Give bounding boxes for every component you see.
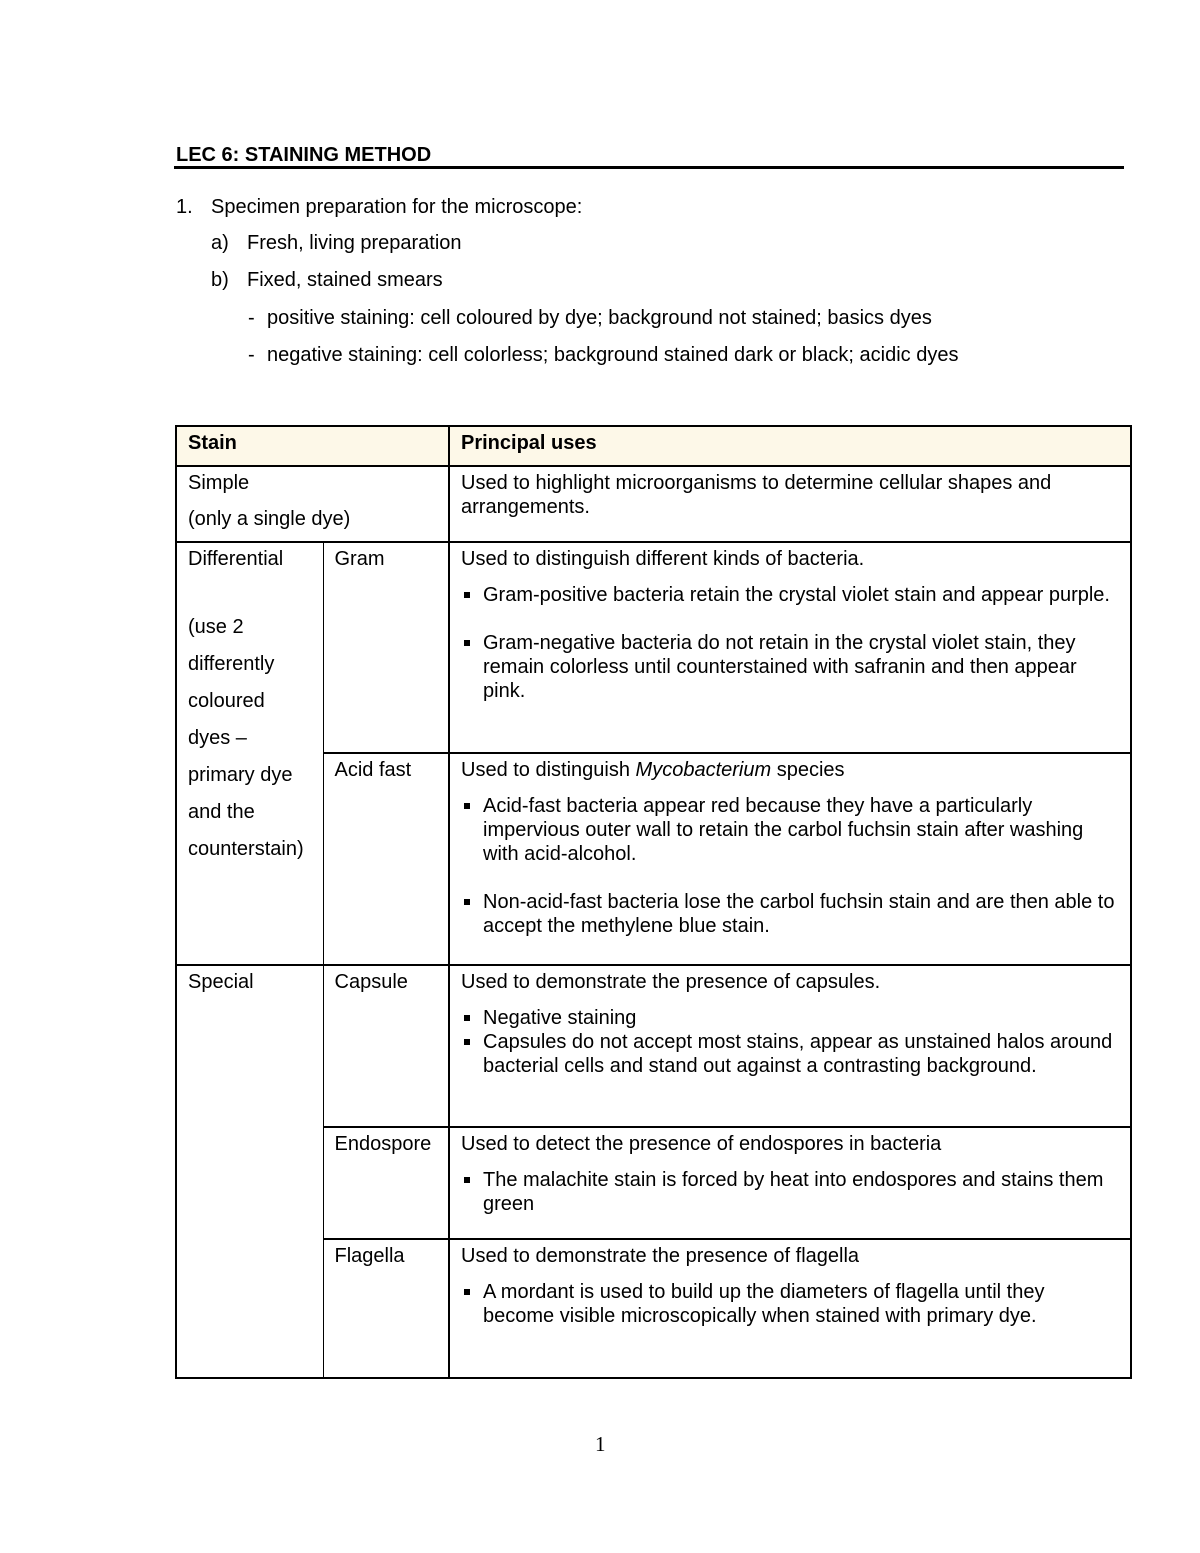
endospore-label: Endospore	[323, 1127, 449, 1239]
list-text: negative staining: cell colorless; background stained dark or black; acidic dyes	[267, 344, 959, 366]
capsule-intro: Used to demonstrate the presence of capsules.	[461, 971, 881, 993]
acid-fast-use	[449, 753, 1131, 965]
list-item-negative	[248, 343, 1128, 369]
differential-sub-1: (use 2	[188, 616, 244, 638]
list-dash: -	[248, 307, 255, 329]
endospore-intro: Used to detect the presence of endospores in bacteria	[461, 1133, 942, 1155]
flagella-intro: Used to demonstrate the presence of flagella	[461, 1245, 860, 1267]
list-item: Gram-negative bacteria do not retain in the crystal violet stain, they remain colorless until counterstained with safranin and then appear pink.	[461, 631, 1120, 703]
gram-label: Gram	[323, 542, 449, 753]
list-item: The malachite stain is forced by heat into endospores and stains them green	[461, 1168, 1120, 1216]
differential-cell	[176, 542, 323, 965]
list-text: positive staining: cell coloured by dye; background not stained; basics dyes	[267, 307, 932, 329]
simple-cell	[176, 466, 449, 542]
list-item: A mordant is used to build up the diameters of flagella until they become visible microscopically when stained with primary dye.	[461, 1280, 1120, 1328]
bullet-icon	[464, 803, 470, 809]
acid-fast-intro: Used to distinguish Mycobacterium species	[461, 759, 845, 781]
title-rule	[174, 166, 1124, 169]
list-item-b	[211, 268, 1011, 294]
page-title: LEC 6: STAINING METHOD	[176, 144, 432, 166]
header-uses: Principal uses	[449, 426, 1131, 466]
capsule-use	[449, 965, 1131, 1127]
bullet-icon	[464, 1289, 470, 1295]
differential-sub-5: primary dye	[188, 764, 293, 786]
acid-fast-label: Acid fast	[323, 753, 449, 965]
table-row-gram	[176, 542, 1131, 753]
gram-intro: Used to distinguish different kinds of bacteria.	[461, 548, 865, 570]
endospore-use	[449, 1127, 1131, 1239]
list-item: Gram-positive bacteria retain the crystal violet stain and appear purple.	[461, 583, 1120, 607]
differential-sub-7: counterstain)	[188, 838, 304, 860]
differential-sub-6: and the	[188, 801, 255, 823]
list-dash: -	[248, 344, 255, 366]
bullet-icon	[464, 1039, 470, 1045]
list-item: Negative staining	[461, 1006, 1120, 1030]
table-row-simple	[176, 466, 1131, 542]
capsule-label: Capsule	[323, 965, 449, 1127]
list-text: Specimen preparation for the microscope:	[211, 196, 583, 218]
header-stain: Stain	[176, 426, 449, 466]
flagella-label: Flagella	[323, 1239, 449, 1378]
bullet-icon	[464, 1177, 470, 1183]
stain-table	[175, 425, 1132, 1379]
simple-use: Used to highlight microorganisms to determine cellular shapes and arrangements.	[449, 466, 1131, 542]
list-marker: a)	[211, 232, 229, 254]
differential-sub-2: differently	[188, 653, 275, 675]
bullet-icon	[464, 899, 470, 905]
list-item-positive	[248, 306, 1128, 332]
list-item: Capsules do not accept most stains, appear as unstained halos around bacterial cells and stand out against a contrasting background.	[461, 1030, 1120, 1078]
list-item: Non-acid-fast bacteria lose the carbol fuchsin stain and are then able to accept the methylene blue stain.	[461, 890, 1120, 938]
list-text: Fixed, stained smears	[247, 269, 443, 291]
list-item: Acid-fast bacteria appear red because they have a particularly impervious outer wall to retain the carbol fuchsin stain after washing with acid-alcohol.	[461, 794, 1120, 866]
differential-sub-3: coloured	[188, 690, 265, 712]
list-marker: b)	[211, 269, 229, 291]
differential-label: Differential	[188, 548, 284, 570]
differential-sub-4: dyes –	[188, 727, 247, 749]
simple-label: Simple	[188, 472, 250, 494]
bullet-icon	[464, 1015, 470, 1021]
list-item-1	[176, 195, 1076, 221]
page-number: 1	[595, 1432, 606, 1456]
simple-sub: (only a single dye)	[188, 508, 351, 530]
list-item-a	[211, 231, 1011, 257]
flagella-use	[449, 1239, 1131, 1378]
list-text: Fresh, living preparation	[247, 232, 462, 254]
gram-use	[449, 542, 1131, 753]
table-row-capsule	[176, 965, 1131, 1127]
special-label: Special	[176, 965, 323, 1378]
bullet-icon	[464, 640, 470, 646]
list-number: 1.	[176, 196, 193, 218]
bullet-icon	[464, 592, 470, 598]
